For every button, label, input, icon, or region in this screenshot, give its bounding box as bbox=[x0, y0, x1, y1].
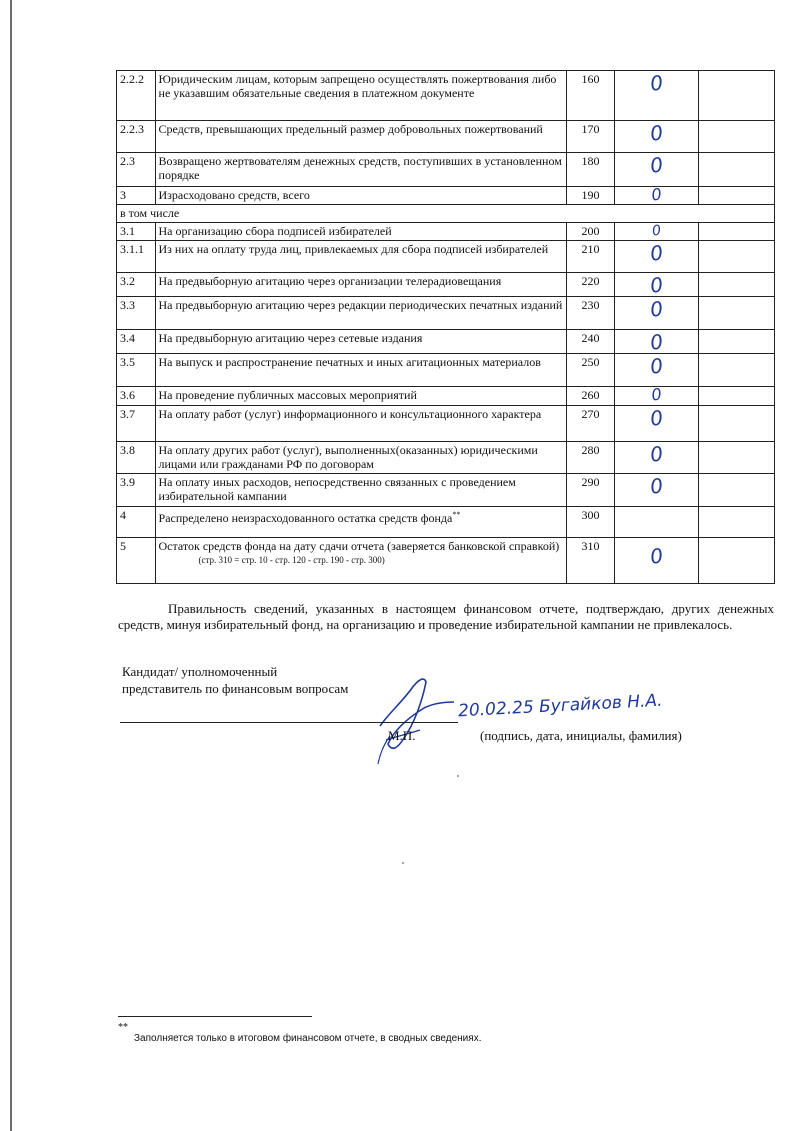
row-name: На предвыборную агитацию через сетевые издания bbox=[155, 330, 567, 354]
row-number: 3.8 bbox=[117, 442, 156, 474]
row-code: 310 bbox=[567, 538, 615, 584]
row-value bbox=[614, 442, 698, 474]
handwritten-value: 0 bbox=[649, 384, 663, 405]
row-number: 2.2.3 bbox=[117, 121, 156, 153]
handwritten-value: 0 bbox=[648, 405, 665, 431]
row-name: На предвыборную агитацию через редакции периодических печатных изданий bbox=[155, 297, 567, 330]
handwritten-value: 0 bbox=[649, 184, 663, 205]
handwritten-value: 0 bbox=[648, 473, 665, 499]
table-row bbox=[117, 153, 775, 187]
handwritten-value: 0 bbox=[648, 296, 665, 322]
signature-line bbox=[120, 722, 458, 723]
row-code: 250 bbox=[567, 354, 615, 387]
row-empty-cell bbox=[698, 187, 774, 205]
row-empty-cell bbox=[698, 223, 774, 241]
row-name: Средств, превышающих предельный размер добровольных пожертвований bbox=[155, 121, 567, 153]
row-code: 220 bbox=[567, 273, 615, 297]
handwritten-value: 0 bbox=[648, 272, 665, 298]
table-row bbox=[117, 187, 775, 205]
footnote-divider bbox=[118, 1016, 312, 1017]
row-number: 3.5 bbox=[117, 354, 156, 387]
row-value bbox=[614, 507, 698, 538]
footnote-text: Заполняется только в итоговом финансовом отчете, в сводных сведениях. bbox=[134, 1033, 482, 1044]
row-name: На проведение публичных массовых мероприятий bbox=[155, 387, 567, 406]
row-code: 170 bbox=[567, 121, 615, 153]
row-number: 3.1 bbox=[117, 223, 156, 241]
row-name: На выпуск и распространение печатных и иных агитационных материалов bbox=[155, 354, 567, 387]
row-number: 4 bbox=[117, 507, 156, 538]
row-code: 240 bbox=[567, 330, 615, 354]
row-name: На оплату других работ (услуг), выполненных(оказанных) юридическими лицами или гражданами РФ по договорам bbox=[155, 442, 567, 474]
table-row bbox=[117, 297, 775, 330]
table-row bbox=[117, 507, 775, 538]
row-number: 3.4 bbox=[117, 330, 156, 354]
row-code: 180 bbox=[567, 153, 615, 187]
row-value bbox=[614, 223, 698, 241]
row-code: 230 bbox=[567, 297, 615, 330]
row-name: На организацию сбора подписей избирателей bbox=[155, 223, 567, 241]
row-empty-cell bbox=[698, 507, 774, 538]
handwritten-value: 0 bbox=[648, 240, 665, 266]
row-name-text: Остаток средств фонда на дату сдачи отчета (заверяется банковской справкой) bbox=[158, 539, 560, 553]
table-row bbox=[117, 406, 775, 442]
row-code: 260 bbox=[567, 387, 615, 406]
scan-speck bbox=[457, 775, 459, 777]
row-empty-cell bbox=[698, 538, 774, 584]
row-number: 3.6 bbox=[117, 387, 156, 406]
handwritten-value: 0 bbox=[648, 329, 665, 355]
row-name: Из них на оплату труда лиц, привлекаемых для сбора подписей избирателей bbox=[155, 241, 567, 273]
row-empty-cell bbox=[698, 273, 774, 297]
row-value bbox=[614, 71, 698, 121]
row-value bbox=[614, 121, 698, 153]
row-code: 300 bbox=[567, 507, 615, 538]
row-name: Юридическим лицам, которым запрещено осуществлять пожертвования либо не указавшим обязательные сведения в платежном документе bbox=[155, 71, 567, 121]
candidate-label-line1: Кандидат/ уполномоченный bbox=[122, 664, 278, 679]
row-value bbox=[614, 153, 698, 187]
row-code: 160 bbox=[567, 71, 615, 121]
table-row bbox=[117, 538, 775, 584]
row-value bbox=[614, 297, 698, 330]
footnote-mark: ** bbox=[118, 1022, 128, 1033]
handwritten-value: 0 bbox=[648, 152, 665, 178]
row-number: 2.3 bbox=[117, 153, 156, 187]
confirmation-paragraph: Правильность сведений, указанных в настоящем финансовом отчете, подтверждаю, других денежных средств, минуя избирательный фонд, на организацию и проведение избирательной кампании не привлекалось. bbox=[118, 601, 774, 632]
row-code: 270 bbox=[567, 406, 615, 442]
table-row bbox=[117, 121, 775, 153]
row-value bbox=[614, 474, 698, 507]
table-row bbox=[117, 71, 775, 121]
row-empty-cell bbox=[698, 241, 774, 273]
row-number: 3.2 bbox=[117, 273, 156, 297]
handwritten-date-name: 20.02.25 Бугайков Н.А. bbox=[457, 690, 663, 722]
row-empty-cell bbox=[698, 442, 774, 474]
table-row bbox=[117, 330, 775, 354]
row-number: 3.9 bbox=[117, 474, 156, 507]
row-number: 3.3 bbox=[117, 297, 156, 330]
row-number: 3.7 bbox=[117, 406, 156, 442]
row-value bbox=[614, 330, 698, 354]
row-number: 3 bbox=[117, 187, 156, 205]
row-empty-cell bbox=[698, 406, 774, 442]
table-row bbox=[117, 223, 775, 241]
handwritten-value: 0 bbox=[648, 353, 665, 379]
row-value bbox=[614, 273, 698, 297]
row-value bbox=[614, 406, 698, 442]
expense-table bbox=[116, 70, 775, 584]
table-row bbox=[117, 442, 775, 474]
row-empty-cell bbox=[698, 354, 774, 387]
row-number: 2.2.2 bbox=[117, 71, 156, 121]
row-value bbox=[614, 538, 698, 584]
handwritten-value: 0 bbox=[648, 70, 665, 96]
row-name: На предвыборную агитацию через организации телерадиовещания bbox=[155, 273, 567, 297]
signature-scribble bbox=[368, 668, 458, 768]
table-row bbox=[117, 387, 775, 406]
table-row bbox=[117, 241, 775, 273]
row-name: Возвращено жертвователям денежных средств, поступивших в установленном порядке bbox=[155, 153, 567, 187]
table-row bbox=[117, 354, 775, 387]
row-code: 190 bbox=[567, 187, 615, 205]
scan-speck bbox=[402, 862, 404, 864]
candidate-label-line2: представитель по финансовым вопросам bbox=[122, 681, 349, 696]
subheader-cell: в том числе bbox=[117, 205, 775, 223]
candidate-block bbox=[122, 663, 348, 697]
row-name: Израсходовано средств, всего bbox=[155, 187, 567, 205]
row-value bbox=[614, 241, 698, 273]
row-empty-cell bbox=[698, 330, 774, 354]
row-name bbox=[155, 538, 567, 584]
stamp-place-label: М.П. bbox=[388, 728, 416, 743]
row-empty-cell bbox=[698, 297, 774, 330]
row-formula: (стр. 310 = стр. 10 - стр. 120 - стр. 190 - стр. 300) bbox=[198, 555, 385, 565]
handwritten-value: 0 bbox=[648, 120, 665, 146]
row-number: 5 bbox=[117, 538, 156, 584]
table-subheader-row bbox=[117, 205, 775, 223]
row-name bbox=[155, 507, 567, 538]
table-row bbox=[117, 273, 775, 297]
row-empty-cell bbox=[698, 387, 774, 406]
row-empty-cell bbox=[698, 71, 774, 121]
row-name: На оплату иных расходов, непосредственно связанных с проведением избирательной кампании bbox=[155, 474, 567, 507]
footnote-reference: ** bbox=[452, 510, 461, 519]
handwritten-value: 0 bbox=[650, 222, 662, 240]
row-value bbox=[614, 184, 698, 205]
row-value bbox=[614, 354, 698, 387]
row-code: 210 bbox=[567, 241, 615, 273]
row-name: На оплату работ (услуг) информационного и консультационного характера bbox=[155, 406, 567, 442]
handwritten-value: 0 bbox=[648, 441, 665, 467]
table-row bbox=[117, 474, 775, 507]
row-empty-cell bbox=[698, 153, 774, 187]
scan-edge-line bbox=[10, 0, 12, 1131]
signature-caption: (подпись, дата, инициалы, фамилия) bbox=[480, 728, 682, 743]
row-empty-cell bbox=[698, 474, 774, 507]
row-number: 3.1.1 bbox=[117, 241, 156, 273]
row-code: 200 bbox=[567, 223, 615, 241]
handwritten-value: 0 bbox=[648, 543, 665, 569]
row-code: 290 bbox=[567, 474, 615, 507]
row-code: 280 bbox=[567, 442, 615, 474]
row-value bbox=[614, 384, 698, 406]
row-empty-cell bbox=[698, 121, 774, 153]
row-name-text: Распределено неизрасходованного остатка средств фонда bbox=[158, 511, 453, 525]
